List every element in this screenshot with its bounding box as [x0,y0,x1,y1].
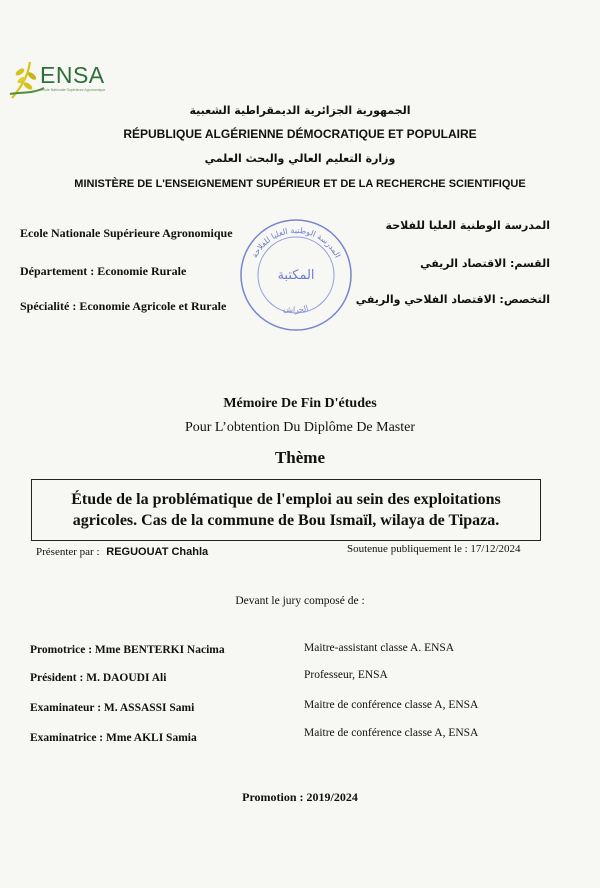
jury-title-4: Maitre de conférence classe A, ENSA [304,727,479,739]
logo-text: ENSA [40,62,105,88]
presenter-label: Présenter par : [36,546,100,558]
republic-french: RÉPUBLIQUE ALGÉRIENNE DÉMOCRATIQUE ET POPULAIRE [123,127,477,141]
jury-intro: Devant le jury composé de : [235,595,365,607]
school-french: Ecole Nationale Supérieure Agronomique [20,226,233,240]
jury-role-4: Examinatrice : Mme AKLI Samia [30,732,197,744]
presenter-row [36,546,208,558]
republic-arabic: الجمهورية الجزائرية الديمقراطية الشعبية [189,104,411,117]
school-arabic: المدرسة الوطنية العليا للفلاحة [385,219,550,232]
theme-line-1: Étude de la problématique de l'emploi au sein des exploitations [71,491,501,508]
memoire-subtitle: Pour L’obtention Du Diplôme De Master [184,420,416,435]
jury-role-3: Examinateur : M. ASSASSI Sami [30,702,195,714]
stamp-center-text: المكتبة [277,268,315,283]
jury-role-2: Président : M. DAOUDI Ali [30,672,167,684]
specialty-arabic: التخصص: الاقتصاد الفلاحي والريفي [355,293,550,306]
stamp-bottom-text: الحراش [282,303,310,315]
jury-title-1: Maitre-assistant classe A. ENSA [304,642,455,654]
promotion: Promotion : 2019/2024 [242,790,358,804]
department-french: Département : Economie Rurale [20,264,187,278]
theme-box [31,479,541,541]
theme-line-2: agricoles. Cas de la commune de Bou Ismaïl, wilaya de Tipaza. [72,512,500,529]
theme-label: Thème [274,448,326,467]
stamp-top-text: المدرسة الوطنية العليا للفلاحة [249,225,343,260]
specialty-french: Spécialité : Economie Agricole et Rurale [20,299,227,313]
svg-text:الحراش [283,304,310,315]
ministry-arabic: وزارة التعليم العالي والبحث العلمي [204,152,396,165]
memoire-title: Mémoire De Fin D'études [223,396,377,411]
presenter-name: REGUOUAT Chahla [106,546,209,558]
jury-title-2: Professeur, ENSA [304,669,388,681]
library-stamp [236,215,356,335]
ensa-logo [8,58,118,106]
department-arabic: القسم: الاقتصاد الريفي [420,257,550,270]
jury-title-3: Maitre de conférence classe A, ENSA [304,699,479,711]
defense-date: Soutenue publiquement le : 17/12/2024 [347,543,521,555]
jury-role-1: Promotrice : Mme BENTERKI Nacima [30,644,225,656]
logo-subtitle: Ecole Nationale Supérieure Agronomique [41,88,106,92]
ministry-french: MINISTÈRE DE L'ENSEIGNEMENT SUPÉRIEUR ET DE LA RECHERCHE SCIENTIFIQUE [74,178,526,190]
